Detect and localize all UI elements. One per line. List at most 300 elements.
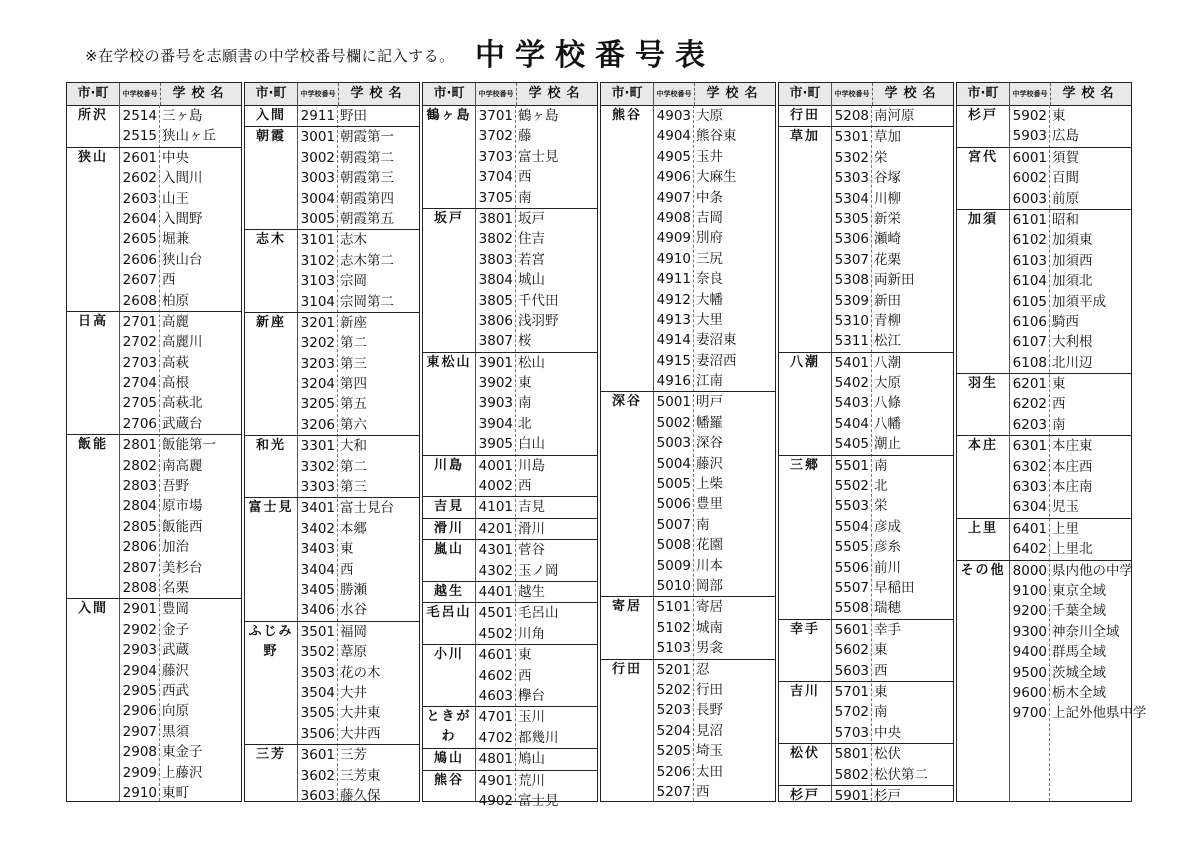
school-name: 松伏 xyxy=(874,746,901,763)
school-code: 2608 xyxy=(122,292,157,309)
table-row xyxy=(779,189,953,209)
city-name: 熊谷 xyxy=(611,108,642,123)
table-row xyxy=(67,722,241,742)
table-row xyxy=(601,106,775,126)
school-code: 5004 xyxy=(656,455,691,472)
school-name: 東 xyxy=(874,642,888,659)
school-code: 5306 xyxy=(834,231,869,248)
school-code: 3403 xyxy=(300,541,335,558)
table-row xyxy=(67,620,241,640)
school-code: 5301 xyxy=(834,129,869,146)
school-code: 5404 xyxy=(834,415,869,432)
school-code: 3502 xyxy=(300,644,335,661)
table-row xyxy=(423,126,597,146)
school-code: 5506 xyxy=(834,559,869,576)
table-row xyxy=(67,353,241,373)
school-code: 3303 xyxy=(300,479,335,496)
table-row xyxy=(245,663,419,683)
school-code: 4904 xyxy=(656,128,691,145)
school-name: 西 xyxy=(518,169,532,186)
header-city: 市·町 xyxy=(779,83,832,105)
table-row xyxy=(779,352,953,373)
school-name: 松江 xyxy=(874,333,901,350)
table-row xyxy=(67,126,241,146)
school-code: 5501 xyxy=(834,457,869,474)
table-row xyxy=(601,188,775,208)
school-code: 2703 xyxy=(122,354,157,371)
school-code: 2903 xyxy=(122,642,157,659)
school-code: 2909 xyxy=(122,764,157,781)
school-name: 千代田 xyxy=(518,292,559,309)
school-name: 狭山ヶ丘 xyxy=(162,128,216,145)
city-name: 川島 xyxy=(433,457,464,473)
table-row xyxy=(423,352,597,373)
city-name: 鳩山 xyxy=(433,751,464,767)
school-name: 上柴 xyxy=(696,476,723,493)
table-row xyxy=(423,434,597,454)
table-row xyxy=(779,702,953,722)
city-name: 坂戸 xyxy=(433,210,464,226)
school-name: 花栗 xyxy=(874,251,901,268)
city-name: 吉見 xyxy=(433,499,464,515)
header-city: 市·町 xyxy=(67,83,120,105)
school-code: 6101 xyxy=(1012,211,1047,228)
table-row xyxy=(957,292,1131,312)
school-code: 3402 xyxy=(300,520,335,537)
school-code: 6401 xyxy=(1012,520,1047,537)
table-row xyxy=(423,291,597,311)
city-name: 日高 xyxy=(77,313,108,329)
school-code: 6201 xyxy=(1012,376,1047,393)
school-code: 6303 xyxy=(1012,479,1047,496)
school-name: 新座 xyxy=(340,314,367,331)
table-row xyxy=(245,189,419,209)
school-name: 瑞穂 xyxy=(874,600,901,617)
school-code: 5504 xyxy=(834,518,869,535)
table-row xyxy=(245,435,419,456)
table-row xyxy=(67,332,241,352)
school-name: 第三 xyxy=(340,355,367,372)
school-name: 大原 xyxy=(874,375,901,392)
school-code: 5508 xyxy=(834,600,869,617)
table-row xyxy=(423,561,597,581)
school-code: 5207 xyxy=(656,783,691,800)
city-name: 深谷 xyxy=(611,394,642,410)
table-row xyxy=(779,291,953,311)
table-row xyxy=(957,251,1131,271)
city-name: 入間 xyxy=(77,601,108,617)
school-code: 2702 xyxy=(122,334,157,351)
school-name: 谷塚 xyxy=(874,170,901,187)
school-name: 城山 xyxy=(518,272,545,289)
table-row xyxy=(67,456,241,476)
school-code: 6304 xyxy=(1012,499,1047,516)
school-name: 児玉 xyxy=(1052,499,1079,516)
school-name: 群馬全域 xyxy=(1052,644,1106,661)
city-name: 越生 xyxy=(433,583,464,599)
school-code: 3404 xyxy=(300,561,335,578)
school-code: 2805 xyxy=(122,518,157,535)
table-row xyxy=(423,581,597,602)
school-name: 上藤沢 xyxy=(162,764,203,781)
school-name: 第四 xyxy=(340,376,367,393)
school-code: 4907 xyxy=(656,189,691,206)
school-code: 6108 xyxy=(1012,354,1047,371)
school-name: 武蔵台 xyxy=(162,415,203,432)
school-code: 4702 xyxy=(478,729,513,746)
table-row xyxy=(957,230,1131,250)
school-name: 吾野 xyxy=(162,478,189,495)
header xyxy=(0,0,1200,80)
table-row xyxy=(423,518,597,539)
table-row xyxy=(423,476,597,496)
table-row xyxy=(67,250,241,270)
table-row xyxy=(67,393,241,413)
header-code: 中学校番号 xyxy=(1010,83,1051,105)
school-name: 飯能第一 xyxy=(162,437,216,454)
table-row xyxy=(779,229,953,249)
school-code: 5902 xyxy=(1012,108,1047,124)
table-row xyxy=(67,373,241,393)
school-code: 5103 xyxy=(656,640,691,657)
school-code: 2601 xyxy=(122,149,157,166)
school-name: 大里 xyxy=(696,311,723,328)
school-name: 向原 xyxy=(162,703,189,720)
school-code: 3406 xyxy=(300,602,335,619)
table-row xyxy=(245,292,419,312)
table-row xyxy=(67,168,241,188)
school-name: 柏原 xyxy=(162,292,189,309)
school-name: 東 xyxy=(518,375,532,392)
school-code: 5802 xyxy=(834,766,869,783)
school-name: 栄 xyxy=(874,149,888,166)
school-name: 行田 xyxy=(696,681,723,698)
table-row xyxy=(957,147,1131,168)
table-row xyxy=(779,455,953,476)
table-row xyxy=(601,782,775,802)
school-name: 宗岡第二 xyxy=(340,293,394,310)
school-name: 南 xyxy=(874,457,888,474)
school-code: 3704 xyxy=(478,169,513,186)
school-code: 5202 xyxy=(656,681,691,698)
table-row xyxy=(779,250,953,270)
school-name: 南高麗 xyxy=(162,457,203,474)
school-name: 山王 xyxy=(162,190,189,207)
table-row xyxy=(245,457,419,477)
school-code: 4502 xyxy=(478,625,513,642)
table-row xyxy=(67,291,241,311)
school-name: 原市場 xyxy=(162,498,203,515)
table-row xyxy=(423,644,597,665)
table-row xyxy=(779,209,953,229)
school-code: 4915 xyxy=(656,352,691,369)
school-code: 5205 xyxy=(656,743,691,760)
school-name: 東 xyxy=(1052,376,1066,393)
school-name: 花園 xyxy=(696,537,723,554)
school-name: 豊里 xyxy=(696,496,723,513)
school-name: 茨城全域 xyxy=(1052,664,1106,681)
school-name: 本庄西 xyxy=(1052,458,1093,475)
school-code: 6003 xyxy=(1012,190,1047,207)
school-name: 三尻 xyxy=(696,250,723,267)
table-row xyxy=(601,474,775,494)
school-code: 3905 xyxy=(478,436,513,453)
school-code: 5203 xyxy=(656,702,691,719)
school-name: 幡羅 xyxy=(696,414,723,431)
school-name: 第六 xyxy=(340,416,367,433)
table-row xyxy=(779,765,953,785)
school-name: 東 xyxy=(874,683,888,700)
table-row xyxy=(601,556,775,576)
school-name: 大井西 xyxy=(340,725,381,742)
school-code: 5206 xyxy=(656,763,691,780)
city-name: 上里 xyxy=(967,520,998,536)
table-row xyxy=(423,167,597,187)
school-name: 美杉台 xyxy=(162,559,203,576)
city-name: 幸手 xyxy=(789,621,820,637)
school-code: 5901 xyxy=(834,787,869,804)
school-code: 5005 xyxy=(656,476,691,493)
school-code: 2701 xyxy=(122,313,157,330)
table-row xyxy=(957,683,1131,703)
school-name: 加須東 xyxy=(1052,232,1093,249)
table-row xyxy=(957,353,1131,373)
school-code: 5305 xyxy=(834,210,869,227)
school-code: 4101 xyxy=(478,499,513,516)
school-code: 5403 xyxy=(834,395,869,412)
school-name: 西 xyxy=(1052,396,1066,413)
table-row xyxy=(601,576,775,596)
school-name: 北 xyxy=(518,415,532,432)
school-code: 4801 xyxy=(478,751,513,768)
table-row xyxy=(67,558,241,578)
school-name: 上記外他県中学 xyxy=(1052,705,1147,722)
school-name: 高萩 xyxy=(162,354,189,371)
table-row xyxy=(245,600,419,620)
city-name: 三芳 xyxy=(255,747,286,763)
table-row xyxy=(423,748,597,769)
school-code: 3503 xyxy=(300,664,335,681)
school-code: 4001 xyxy=(478,457,513,474)
school-code: 4910 xyxy=(656,250,691,267)
school-name: 富士見 xyxy=(518,148,559,165)
table-row xyxy=(957,601,1131,621)
school-name: 中条 xyxy=(696,189,723,206)
school-code: 3701 xyxy=(478,108,513,124)
school-name: 高根 xyxy=(162,375,189,392)
table-row xyxy=(957,394,1131,414)
school-code: 3904 xyxy=(478,415,513,432)
school-code: 5903 xyxy=(1012,128,1047,145)
table-row xyxy=(779,785,953,806)
table-row xyxy=(245,271,419,291)
table-row xyxy=(957,271,1131,291)
school-name: 北川辺 xyxy=(1052,354,1093,371)
table-row xyxy=(245,766,419,786)
table-row xyxy=(67,147,241,168)
city-name: 羽生 xyxy=(967,376,998,392)
school-code: 4905 xyxy=(656,148,691,165)
city-name: 加須 xyxy=(967,211,998,227)
city-name: 新座 xyxy=(255,314,286,330)
school-code: 3501 xyxy=(300,623,335,640)
table-row xyxy=(957,435,1131,456)
school-name: 毛呂山 xyxy=(518,605,559,622)
school-code: 3205 xyxy=(300,396,335,413)
school-code: 2801 xyxy=(122,437,157,454)
school-name: 広島 xyxy=(1052,128,1079,145)
school-name: 川本 xyxy=(696,557,723,574)
school-name: 西武 xyxy=(162,682,189,699)
table-column xyxy=(244,82,420,802)
city-name: 杉戸 xyxy=(789,787,820,803)
school-code: 4911 xyxy=(656,271,691,288)
school-code: 3901 xyxy=(478,354,513,371)
table-column xyxy=(778,82,954,802)
table-row xyxy=(245,744,419,765)
school-name: 名栗 xyxy=(162,579,189,596)
table-row xyxy=(601,741,775,761)
school-name: 見沼 xyxy=(696,722,723,739)
school-name: 三ヶ島 xyxy=(162,108,203,124)
table-row xyxy=(67,229,241,249)
table-row xyxy=(67,434,241,455)
school-name: 太田 xyxy=(696,763,723,780)
school-code: 3001 xyxy=(300,129,335,146)
school-code: 2906 xyxy=(122,703,157,720)
table-row xyxy=(779,640,953,660)
school-code: 5009 xyxy=(656,557,691,574)
school-name: 熊谷東 xyxy=(696,128,737,145)
school-name: 加須西 xyxy=(1052,252,1093,269)
school-name: 新栄 xyxy=(874,210,901,227)
school-code: 3801 xyxy=(478,210,513,227)
school-code: 6107 xyxy=(1012,334,1047,351)
school-name: 菅谷 xyxy=(518,542,545,559)
table-row xyxy=(601,721,775,741)
school-name: 大麻生 xyxy=(696,169,737,186)
table-row xyxy=(601,351,775,371)
table-row xyxy=(601,167,775,187)
school-name: 富士見 xyxy=(518,792,559,809)
table-row xyxy=(245,148,419,168)
header-code: 中学校番号 xyxy=(120,83,161,105)
city-name: 狭山 xyxy=(77,149,108,165)
school-code: 3401 xyxy=(300,500,335,517)
school-name: 高麗川 xyxy=(162,334,203,351)
school-name: 南 xyxy=(518,395,532,412)
table-row xyxy=(601,208,775,228)
table-column xyxy=(66,82,242,802)
table-row xyxy=(779,619,953,640)
school-code: 6102 xyxy=(1012,232,1047,249)
school-code: 5302 xyxy=(834,149,869,166)
school-code: 2607 xyxy=(122,272,157,289)
table-row xyxy=(245,106,419,126)
school-name: 越生 xyxy=(518,583,545,600)
school-name: 加治 xyxy=(162,539,189,556)
school-code: 4914 xyxy=(656,332,691,349)
table-row xyxy=(423,188,597,208)
school-code: 2706 xyxy=(122,415,157,432)
school-code: 9500 xyxy=(1012,664,1047,681)
table-row xyxy=(245,560,419,580)
table-row xyxy=(67,270,241,290)
table-row xyxy=(67,517,241,537)
table-row xyxy=(601,638,775,658)
table-row xyxy=(67,496,241,516)
table-row xyxy=(779,393,953,413)
table-row xyxy=(67,640,241,660)
school-code: 3705 xyxy=(478,189,513,206)
school-code: 3506 xyxy=(300,725,335,742)
table-row xyxy=(423,602,597,623)
school-name: 東町 xyxy=(162,784,189,801)
table-row xyxy=(601,249,775,269)
school-code: 5702 xyxy=(834,704,869,721)
school-code: 5204 xyxy=(656,722,691,739)
school-name: 入間野 xyxy=(162,210,203,227)
table-row xyxy=(779,106,953,126)
school-code: 3903 xyxy=(478,395,513,412)
school-name: 玉ノ岡 xyxy=(518,562,559,579)
table-row xyxy=(423,666,597,686)
table-row xyxy=(601,659,775,680)
school-name: 幸手 xyxy=(874,621,901,638)
school-code: 4913 xyxy=(656,311,691,328)
school-name: 大利根 xyxy=(1052,334,1093,351)
school-name: 寄居 xyxy=(696,599,723,616)
school-code: 6301 xyxy=(1012,438,1047,455)
school-name: 明戸 xyxy=(696,394,723,411)
school-name: 八潮 xyxy=(874,354,901,371)
school-code: 5405 xyxy=(834,436,869,453)
table-row xyxy=(779,331,953,351)
table-row xyxy=(67,476,241,496)
header-school: 学校名 xyxy=(706,86,764,101)
school-name: 堀兼 xyxy=(162,231,189,248)
school-name: 彦糸 xyxy=(874,539,901,556)
school-name: 栄 xyxy=(874,498,888,515)
school-name: 狭山台 xyxy=(162,251,203,268)
school-code: 3602 xyxy=(300,767,335,784)
table-row xyxy=(601,433,775,453)
school-code: 2705 xyxy=(122,395,157,412)
city-name: 行田 xyxy=(611,661,642,677)
table-row xyxy=(779,723,953,743)
school-code: 3601 xyxy=(300,747,335,764)
school-name: 浅羽野 xyxy=(518,312,559,329)
school-name: 城南 xyxy=(696,619,723,636)
table-row xyxy=(245,724,419,744)
table-row xyxy=(245,394,419,414)
table-row xyxy=(779,168,953,188)
school-name: 花の木 xyxy=(340,664,381,681)
table-row xyxy=(957,373,1131,394)
city-name: 本庄 xyxy=(967,438,998,454)
school-code: 5304 xyxy=(834,190,869,207)
table-row xyxy=(779,743,953,764)
table-row xyxy=(601,454,775,474)
school-name: 吉岡 xyxy=(696,209,723,226)
school-code: 9600 xyxy=(1012,684,1047,701)
city-name: 行田 xyxy=(789,108,820,123)
school-code: 4301 xyxy=(478,542,513,559)
table-row xyxy=(957,209,1131,230)
school-code: 4912 xyxy=(656,291,691,308)
school-name: 別府 xyxy=(696,230,723,247)
school-code: 3804 xyxy=(478,272,513,289)
